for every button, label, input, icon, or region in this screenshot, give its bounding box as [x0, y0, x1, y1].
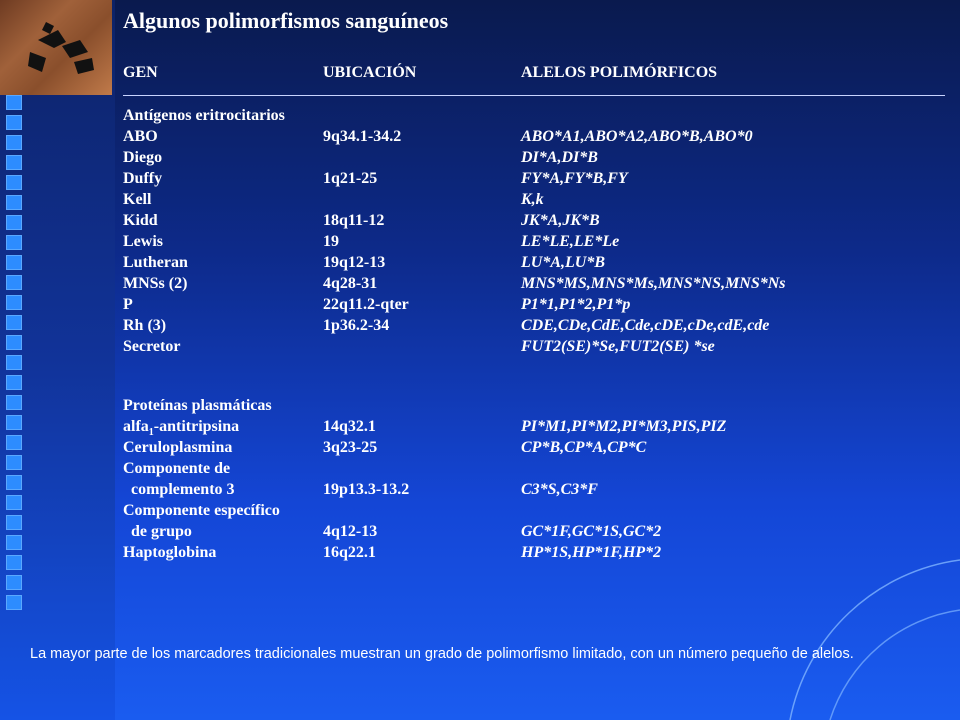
- gene-location: 3q23-25: [323, 439, 378, 456]
- gene-alleles: PI*M1,PI*M2,PI*M3,PIS,PIZ: [521, 418, 727, 435]
- decorative-arcs: [700, 520, 960, 720]
- header-alelos: ALELOS POLIMÓRFICOS: [521, 64, 718, 81]
- gene-alleles: LE*LE,LE*Le: [521, 233, 620, 250]
- gene-alleles: K,k: [521, 191, 544, 208]
- gene-alleles: CP*B,CP*A,CP*C: [521, 439, 647, 456]
- gene-location: 19p13.3-13.2: [323, 481, 410, 498]
- decorative-squares: [6, 95, 26, 615]
- gene-alleles: CDE,CDe,CdE,Cde,cDE,cDe,cdE,cde: [521, 317, 770, 334]
- gene-alleles: GC*1F,GC*1S,GC*2: [521, 523, 662, 540]
- gene-location: 14q32.1: [323, 418, 376, 435]
- gene-location: 4q28-31: [323, 275, 378, 292]
- gene-location: 4q12-13: [323, 523, 378, 540]
- gene-name: Lewis: [123, 233, 163, 250]
- gene-alleles: ABO*A1,ABO*A2,ABO*B,ABO*0: [521, 128, 753, 145]
- gene-name: alfa$_1$-antitripsina: [123, 418, 240, 439]
- gene-name: Ceruloplasmina: [123, 439, 233, 456]
- gene-name: Diego: [123, 149, 163, 166]
- gene-location: 9q34.1-34.2: [323, 128, 402, 145]
- header-ubicacion: UBICACIÓN: [323, 64, 417, 81]
- gene-name: Componente de: [123, 460, 231, 477]
- gene-name: Secretor: [123, 338, 181, 355]
- gene-alleles: HP*1S,HP*1F,HP*2: [521, 544, 662, 561]
- gene-alleles: FY*A,FY*B,FY: [521, 170, 628, 187]
- gene-alleles: JK*A,JK*B: [521, 212, 600, 229]
- gene-name: Kell: [123, 191, 152, 208]
- gene-location: 18q11-12: [323, 212, 385, 229]
- gene-alleles: DI*A,DI*B: [521, 149, 598, 166]
- gene-name: Componente específico: [123, 502, 280, 519]
- gene-name: de grupo: [123, 523, 192, 540]
- gene-name: P: [123, 296, 133, 313]
- gene-location: 19: [323, 233, 339, 250]
- gene-name: Duffy: [123, 170, 163, 187]
- gene-alleles: P1*1,P1*2,P1*p: [521, 296, 631, 313]
- gene-location: 1p36.2-34: [323, 317, 390, 334]
- gene-alleles: FUT2(SE)*Se,FUT2(SE) *se: [521, 338, 715, 355]
- gene-name: ABO: [123, 128, 158, 145]
- gene-location: 22q11.2-qter: [323, 296, 409, 313]
- gene-location: 16q22.1: [323, 544, 376, 561]
- section-proteinas: Proteínas plasmáticas: [123, 397, 272, 414]
- gene-alleles: C3*S,C3*F: [521, 481, 598, 498]
- gene-name: Rh (3): [123, 317, 167, 334]
- section-antigenos: Antígenos eritrocitarios: [123, 107, 285, 124]
- slide-title: Algunos polimorfismos sanguíneos: [123, 8, 449, 33]
- footer-note: La mayor parte de los marcadores tradicionales muestran un grado de polimorfismo limitado, con un número pequeño de alelos.: [30, 646, 854, 662]
- gene-location: 19q12-13: [323, 254, 386, 271]
- gene-name: Kidd: [123, 212, 158, 229]
- gene-name: Haptoglobina: [123, 544, 217, 561]
- header-gen: GEN: [123, 64, 158, 81]
- gene-name: Lutheran: [123, 254, 188, 271]
- gene-alleles: LU*A,LU*B: [521, 254, 605, 271]
- header-divider: [123, 95, 945, 96]
- gene-name: complemento 3: [123, 481, 235, 498]
- gene-name: MNSs (2): [123, 275, 188, 292]
- gene-location: 1q21-25: [323, 170, 378, 187]
- university-logo: [0, 0, 112, 95]
- gene-alleles: MNS*MS,MNS*Ms,MNS*NS,MNS*Ns: [521, 275, 786, 292]
